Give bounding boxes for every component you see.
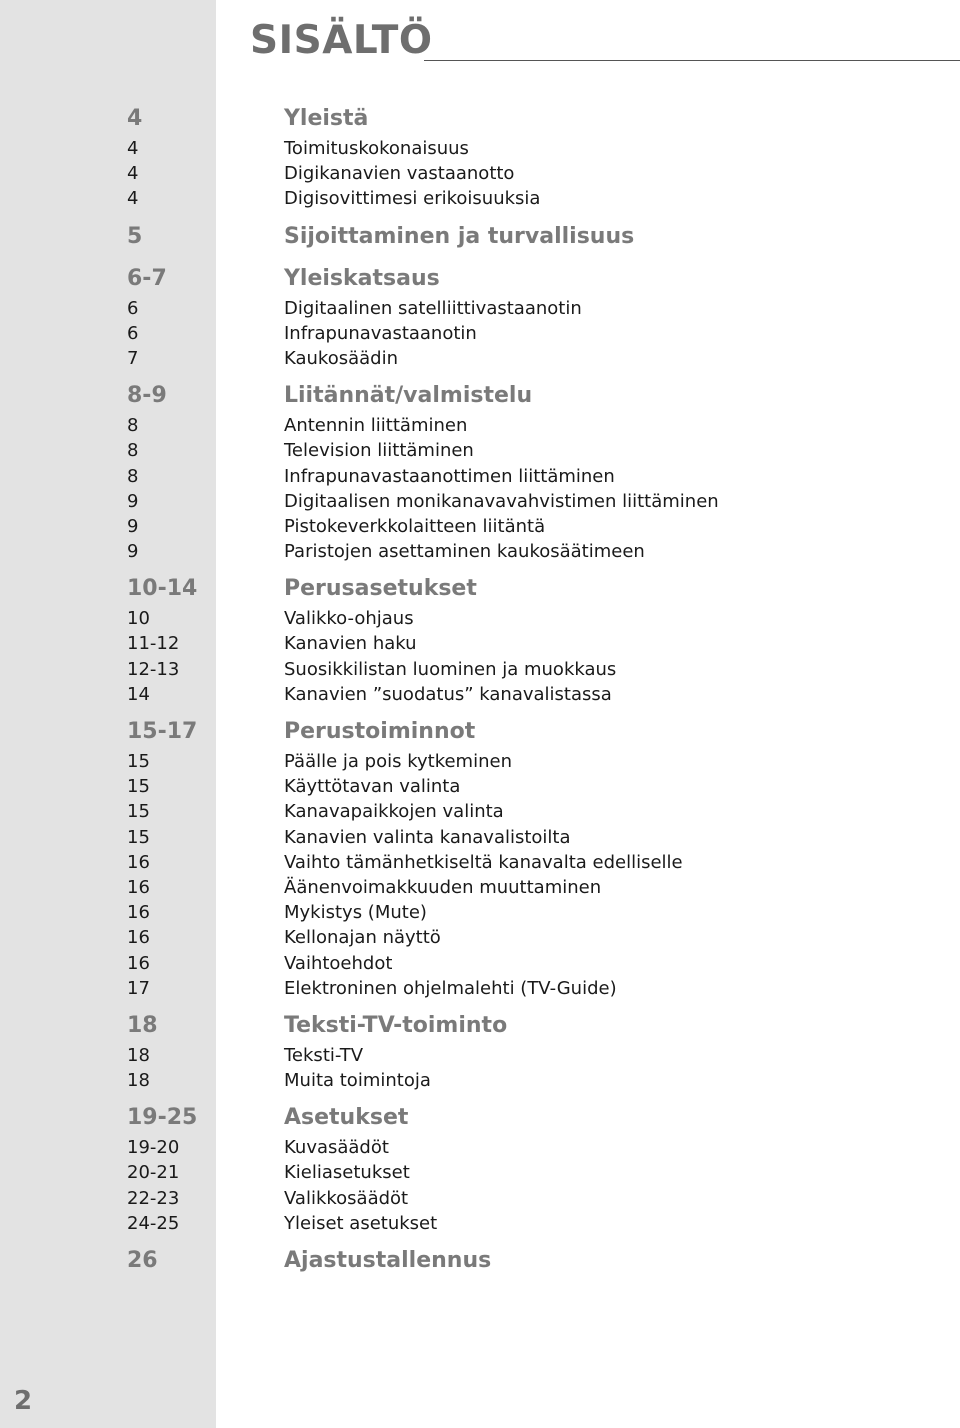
toc-entry[interactable]: [0, 321, 960, 346]
section-page-range: 18: [127, 1012, 158, 1038]
entry-text: Digikanavien vastaanotto: [284, 163, 515, 185]
entry-text: Digisovittimesi erikoisuuksia: [284, 188, 541, 210]
toc-section: [0, 1246, 960, 1278]
section-heading-text: Perustoiminnot: [284, 719, 476, 744]
toc-section-heading[interactable]: [0, 1246, 960, 1278]
section-page-range: 26: [127, 1248, 158, 1273]
entry-text: Kanavapaikkojen valinta: [284, 801, 504, 823]
entry-page-number: 15: [127, 826, 150, 848]
toc-entry[interactable]: [0, 925, 960, 950]
toc-section-heading[interactable]: [0, 1103, 960, 1135]
entry-page-number: 18: [127, 1070, 150, 1092]
section-page-range: 8-9: [127, 383, 167, 409]
section-heading-text: Liitännät/valmistelu: [284, 383, 533, 409]
entry-text: Pistokeverkkolaitteen liitäntä: [284, 515, 546, 537]
entry-page-number: 22-23: [127, 1187, 180, 1209]
toc-entry[interactable]: [0, 875, 960, 900]
section-heading-text: Yleiskatsaus: [284, 265, 440, 291]
section-heading-text: Ajastustallennus: [284, 1248, 492, 1273]
entry-text: Yleiset asetukset: [284, 1212, 438, 1234]
entry-text: Kieliasetukset: [284, 1162, 410, 1184]
entry-text: Kanavien ”suodatus” kanavalistassa: [284, 683, 612, 705]
section-page-range: 15-17: [127, 719, 198, 744]
entry-page-number: 16: [127, 927, 150, 949]
entry-text: Vaihtoehdot: [284, 952, 393, 974]
entry-page-number: 8: [127, 440, 139, 462]
entry-page-number: 10: [127, 608, 150, 630]
entry-page-number: 12-13: [127, 658, 180, 680]
toc-section: [0, 222, 960, 254]
entry-text: Infrapunavastaanotin: [284, 322, 477, 344]
entry-text: Infrapunavastaanottimen liittäminen: [284, 465, 615, 487]
toc-entry[interactable]: [0, 682, 960, 707]
entry-page-number: 14: [127, 683, 150, 705]
entry-text: Muita toimintoja: [284, 1070, 431, 1092]
toc-entry[interactable]: [0, 1135, 960, 1160]
toc-section-heading[interactable]: [0, 222, 960, 254]
toc-entry[interactable]: [0, 976, 960, 1001]
entry-text: Digitaalisen monikanavavahvistimen liittäminen: [284, 490, 719, 512]
toc-entry[interactable]: [0, 825, 960, 850]
entry-page-number: 4: [127, 188, 139, 210]
entry-text: Kaukosäädin: [284, 347, 398, 369]
section-heading-text: Yleistä: [284, 106, 369, 131]
toc-entry[interactable]: [0, 438, 960, 463]
section-heading-text: Teksti-TV-toiminto: [284, 1012, 508, 1038]
entry-page-number: 6: [127, 322, 139, 344]
entry-page-number: 15: [127, 776, 150, 798]
toc-section: [0, 1011, 960, 1093]
section-page-range: 4: [127, 106, 143, 131]
entry-page-number: 4: [127, 138, 139, 159]
entry-text: Mykistys (Mute): [284, 902, 427, 924]
toc-entry[interactable]: [0, 539, 960, 564]
entry-text: Suosikkilistan luominen ja muokkaus: [284, 658, 617, 680]
toc-entry[interactable]: [0, 799, 960, 824]
section-heading-text: Sijoittaminen ja turvallisuus: [284, 223, 635, 249]
entry-text: Päälle ja pois kytkeminen: [284, 751, 512, 772]
entry-page-number: 15: [127, 801, 150, 823]
entry-page-number: 19-20: [127, 1137, 180, 1159]
entry-text: Valikkosäädöt: [284, 1187, 409, 1209]
toc-entry[interactable]: [0, 161, 960, 186]
toc-section: [0, 574, 960, 707]
toc-entry[interactable]: [0, 951, 960, 976]
entry-text: Elektroninen ohjelmalehti (TV-Guide): [284, 977, 617, 999]
toc-entry[interactable]: [0, 606, 960, 631]
toc-entry[interactable]: [0, 774, 960, 799]
toc-entry[interactable]: [0, 1186, 960, 1211]
section-page-range: 5: [127, 223, 143, 249]
toc-entry[interactable]: [0, 1068, 960, 1093]
toc-entry[interactable]: [0, 631, 960, 656]
toc-entry[interactable]: [0, 489, 960, 514]
entry-page-number: 7: [127, 347, 139, 369]
entry-text: Äänenvoimakkuuden muuttaminen: [284, 876, 602, 898]
section-heading-text: Asetukset: [284, 1105, 409, 1131]
toc-section: [0, 264, 960, 372]
section-page-range: 19-25: [127, 1105, 198, 1131]
section-page-range: 10-14: [127, 576, 198, 602]
toc-entry[interactable]: [0, 413, 960, 438]
toc-entry[interactable]: [0, 1043, 960, 1068]
toc-section-heading[interactable]: [0, 104, 960, 136]
toc-section-heading[interactable]: [0, 574, 960, 606]
entry-text: Kanavien valinta kanavalistoilta: [284, 826, 571, 848]
entry-page-number: 6: [127, 297, 139, 319]
page-title: SISÄLTÖ: [250, 18, 433, 63]
entry-text: Kanavien haku: [284, 633, 417, 655]
section-page-range: 6-7: [127, 265, 167, 291]
entry-page-number: 16: [127, 902, 150, 924]
page-number: 2: [14, 1386, 33, 1416]
toc-entry[interactable]: [0, 850, 960, 875]
toc-section-heading[interactable]: [0, 1011, 960, 1043]
toc-section: [0, 1103, 960, 1236]
entry-page-number: 8: [127, 465, 139, 487]
entry-page-number: 18: [127, 1044, 150, 1066]
toc-section: [0, 104, 960, 212]
toc-entry[interactable]: [0, 296, 960, 321]
toc-entry[interactable]: [0, 464, 960, 489]
entry-page-number: 11-12: [127, 633, 180, 655]
toc-section-heading[interactable]: [0, 381, 960, 413]
toc-section: [0, 717, 960, 1001]
entry-page-number: 16: [127, 952, 150, 974]
entry-page-number: 16: [127, 851, 150, 873]
entry-text: Teksti-TV: [284, 1044, 364, 1066]
toc-entry[interactable]: [0, 900, 960, 925]
entry-page-number: 9: [127, 541, 139, 563]
entry-text: Antennin liittäminen: [284, 415, 468, 437]
entry-text: Kuvasäädöt: [284, 1137, 389, 1159]
toc-entry[interactable]: [0, 346, 960, 371]
entry-page-number: 4: [127, 163, 139, 185]
entry-page-number: 20-21: [127, 1162, 180, 1184]
toc-entry[interactable]: [0, 1160, 960, 1185]
entry-page-number: 9: [127, 515, 139, 537]
toc-entry[interactable]: [0, 1211, 960, 1236]
section-heading-text: Perusasetukset: [284, 576, 477, 602]
entry-text: Digitaalinen satelliittivastaanotin: [284, 297, 582, 319]
toc-entry[interactable]: [0, 186, 960, 211]
toc-entry[interactable]: [0, 749, 960, 774]
entry-text: Television liittäminen: [284, 440, 474, 462]
entry-text: Vaihto tämänhetkiseltä kanavalta edelliselle: [284, 851, 683, 873]
toc-entry[interactable]: [0, 657, 960, 682]
table-of-contents: [0, 104, 960, 1288]
entry-text: Toimituskokonaisuus: [284, 138, 469, 159]
toc-section: [0, 381, 960, 564]
entry-page-number: 16: [127, 876, 150, 898]
entry-text: Käyttötavan valinta: [284, 776, 461, 798]
entry-text: Valikko-ohjaus: [284, 608, 414, 630]
toc-section-heading[interactable]: [0, 717, 960, 749]
entry-text: Paristojen asettaminen kaukosäätimeen: [284, 541, 645, 563]
toc-entry[interactable]: [0, 514, 960, 539]
toc-entry[interactable]: [0, 136, 960, 161]
entry-text: Kellonajan näyttö: [284, 927, 441, 949]
entry-page-number: 17: [127, 977, 150, 999]
entry-page-number: 9: [127, 490, 139, 512]
entry-page-number: 15: [127, 751, 150, 772]
entry-page-number: 24-25: [127, 1212, 180, 1234]
toc-section-heading[interactable]: [0, 264, 960, 296]
title-rule: [424, 60, 960, 61]
entry-page-number: 8: [127, 415, 139, 437]
